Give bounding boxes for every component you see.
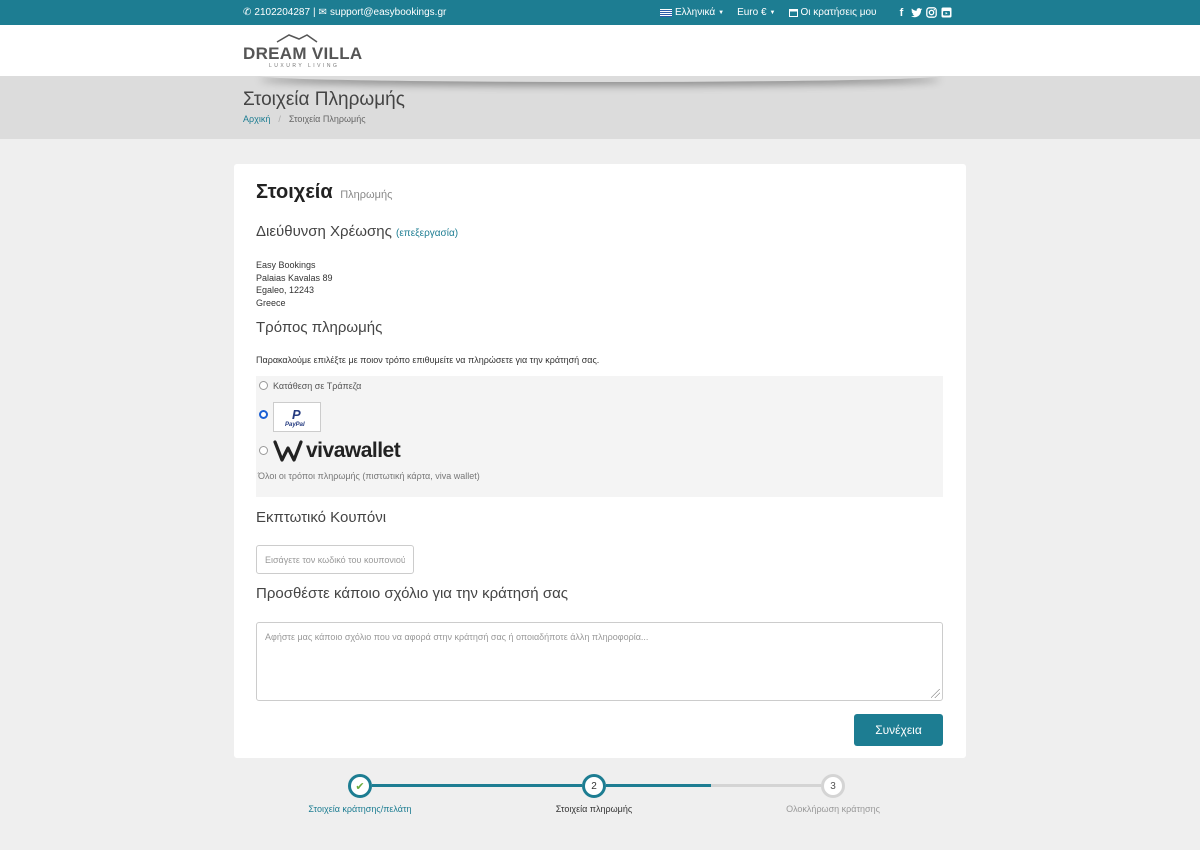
top-bar-menu [660,0,966,25]
step-3-circle: 3 [821,774,845,798]
payment-note: Παρακαλούμε επιλέξτε με ποιον τρόπο επιθυμείτε να πληρώσετε για την κράτησή σας. [256,355,600,365]
instagram-icon[interactable] [926,7,938,19]
site-logo[interactable] [243,33,363,73]
comment-textarea[interactable] [256,622,943,701]
radio-paypal[interactable] [259,410,268,419]
breadcrumb [243,114,366,124]
currency-selector[interactable] [737,7,775,18]
billing-address [256,259,333,309]
greek-flag-icon [660,9,672,17]
my-bookings-link[interactable] [789,7,877,18]
stepper-line-pending [711,784,821,787]
site-header [0,25,1200,76]
billing-title-text: Διεύθυνση Χρέωσης [256,223,392,240]
check-icon: ✔ [355,780,365,793]
continue-button[interactable]: Συνέχεια [854,714,943,746]
address-line: Easy Bookings [256,260,316,270]
twitter-icon[interactable] [911,7,923,19]
calendar-icon [789,8,798,17]
card-heading-main: Στοιχεία [256,181,333,203]
stepper-line-progress [606,784,711,787]
contact-info [243,7,446,18]
phone-number[interactable]: 2102204287 [254,7,311,18]
caret-down-icon: ▼ [769,9,776,16]
social-links [896,7,953,19]
radio-bank-transfer[interactable] [259,381,268,390]
comment-title: Προσθέστε κάποιο σχόλιο για την κράτησή σας [256,585,568,602]
coupon-title: Εκπτωτικό Κουπόνι [256,509,387,526]
breadcrumb-separator: / [278,114,281,124]
phone-icon: ✆ [243,7,252,18]
breadcrumb-home[interactable]: Αρχική [243,114,271,124]
email-link[interactable]: support@easybookings.gr [330,7,447,18]
language-selector[interactable] [660,7,724,18]
address-line: Greece [256,297,286,308]
card-heading [256,181,392,204]
caret-down-icon: ▼ [718,9,725,16]
contact-separator: | [313,7,316,18]
payment-card [234,164,966,758]
viva-wallet-note: Όλοι οι τρόποι πληρωμής (πιστωτική κάρτα, viva wallet) [258,471,480,481]
step-1-circle[interactable] [348,774,372,798]
house-roof-icon [275,33,319,43]
stepper-line-done [372,784,582,787]
facebook-icon[interactable]: f [899,6,904,19]
envelope-icon: ✉ [318,7,328,18]
radio-viva-wallet[interactable] [259,446,268,455]
logo-tagline: LUXURY LIVING [269,63,340,69]
paypal-wordmark: PayPal [285,422,305,428]
viva-wallet-icon [273,440,303,462]
paypal-p-icon: P [292,407,301,422]
payment-methods-panel [256,376,943,497]
step-1-label[interactable]: Στοιχεία κράτησης/πελάτη [308,804,412,814]
step-2-label: Στοιχεία πληρωμής [555,804,633,814]
breadcrumb-current: Στοιχεία Πληρωμής [288,114,366,124]
viva-wallet-wordmark: vivawallet [306,439,401,462]
paypal-logo[interactable] [273,402,321,432]
viva-wallet-logo[interactable] [273,439,400,463]
top-bar [0,0,1200,25]
coupon-input[interactable] [256,545,414,574]
payment-method-title: Τρόπος πληρωμής [256,319,383,336]
billing-address-title [256,223,458,240]
card-heading-sub: Πληρωμής [340,189,393,201]
language-label: Ελληνικά [675,7,716,18]
address-line: Egaleo, 12243 [256,285,315,295]
page-title: Στοιχεία Πληρωμής [243,89,405,110]
step-3-label: Ολοκλήρωση κράτησης [786,804,880,814]
billing-edit-link[interactable]: (επεξεργασία) [396,228,459,239]
page-title-band [0,76,1200,139]
logo-name: DREAM VILLA [243,44,363,63]
my-bookings-label: Οι κρατήσεις μου [800,7,877,18]
currency-label: Euro € [737,7,767,18]
youtube-icon[interactable] [941,7,953,19]
resize-handle-icon[interactable] [931,689,940,698]
bank-transfer-label[interactable]: Κατάθεση σε Τράπεζα [273,381,362,391]
header-shadow [260,76,940,82]
step-2-circle: 2 [582,774,606,798]
address-line: Palaias Kavalas 89 [256,272,333,283]
